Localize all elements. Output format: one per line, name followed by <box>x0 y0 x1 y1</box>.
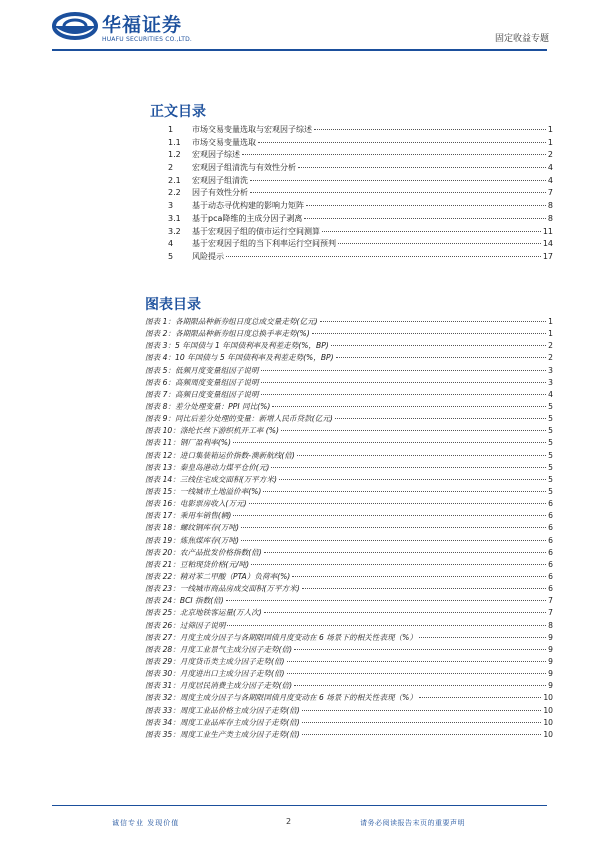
figure-entry[interactable] <box>145 377 553 389</box>
dot-leader <box>320 321 547 322</box>
figure-entry-title: 图表 22：精对苯二甲酸（PTA）负荷率(%) <box>145 571 291 581</box>
dot-leader <box>302 722 542 723</box>
figure-entry-title: 图表 21：豆粕现货价格(元/吨) <box>145 559 250 569</box>
figure-entry-page: 5 <box>548 414 553 424</box>
toc-entry[interactable] <box>150 226 553 239</box>
figure-entry[interactable] <box>145 401 553 413</box>
dot-leader <box>302 734 542 735</box>
figure-entry-page: 7 <box>548 596 553 606</box>
brand-name-english: HUAFU SECURITIES CO.,LTD. <box>102 36 193 43</box>
toc-entry[interactable] <box>150 175 553 188</box>
figure-entry[interactable] <box>145 729 553 741</box>
figure-entry-title: 图表 34：周度工业品库存主成分因子走势(倍) <box>145 717 300 727</box>
toc-entry-title: 基于动态寻优构建的影响力矩阵 <box>192 201 304 211</box>
dot-leader <box>292 576 546 577</box>
toc-entry-title: 基于pca降维的主成分因子剥离 <box>192 213 303 223</box>
toc-entry-title: 基于宏观因子组的债市运行空间测算 <box>192 226 320 236</box>
footer-slogan: 诚信专业 发现价值 <box>112 819 180 827</box>
toc-entry-page: 7 <box>547 188 553 198</box>
figure-entry-page: 8 <box>548 620 553 630</box>
figure-entry-title: 图表 5：低频月度变量组因子说明 <box>145 365 259 375</box>
figure-entry-page: 10 <box>543 693 553 703</box>
figure-entry-title: 图表 7：高频日度变量组因子说明 <box>145 389 259 399</box>
figure-entry-page: 6 <box>548 523 553 533</box>
figure-entry[interactable] <box>145 486 553 498</box>
dot-leader <box>226 256 541 257</box>
figure-entry[interactable] <box>145 425 553 437</box>
toc-heading: 正文目录 <box>150 104 206 120</box>
dot-leader <box>263 491 546 492</box>
toc-entry-number: 2 <box>168 163 174 173</box>
dot-leader <box>331 345 546 346</box>
figure-entry[interactable] <box>145 668 553 680</box>
figure-entry-page: 6 <box>548 571 553 581</box>
toc-entry[interactable] <box>150 162 553 175</box>
figure-list-heading: 图表目录 <box>145 297 201 313</box>
figure-entry[interactable] <box>145 389 553 401</box>
toc-entry[interactable] <box>150 137 553 150</box>
dot-leader <box>304 218 546 219</box>
page-header <box>0 0 595 52</box>
footer-disclaimer: 请务必阅读报告末页的重要声明 <box>360 819 465 827</box>
figure-entry-page: 6 <box>548 559 553 569</box>
figure-entry-title: 图表 12：进口集装箱运价指数-澳新航线(倍) <box>145 450 295 460</box>
figure-entry-page: 3 <box>548 365 553 375</box>
toc-entry-page: 4 <box>547 175 553 185</box>
toc-entry-number: 5 <box>168 251 174 261</box>
huafu-logo-icon <box>52 12 98 40</box>
toc-entry-page: 4 <box>547 163 553 173</box>
figure-entry-page: 1 <box>548 317 553 326</box>
toc-entry-title: 市场交易变量选取 <box>192 137 256 147</box>
dot-leader <box>302 710 542 711</box>
figure-entry-title: 图表 32：周度主成分因子与各期限国债月度变动在 6 场景下的相关性表现（%） <box>145 693 417 703</box>
figure-entry-title: 图表 16：电影票房收入(万元) <box>145 499 247 509</box>
figure-entry[interactable] <box>145 705 553 717</box>
toc-entry-number: 2.1 <box>168 175 181 185</box>
figure-entry[interactable] <box>145 413 553 425</box>
dot-leader <box>338 243 541 244</box>
figure-entry-title: 图表 19：炼焦煤库存(万吨) <box>145 535 239 545</box>
figure-entry-title: 图表 1：各期限品种新券组日度总成交量走势(亿元) <box>145 317 318 326</box>
figure-entry-title: 图表 14：三线住宅成交面积(万平方米) <box>145 474 277 484</box>
dot-leader <box>312 333 546 334</box>
figure-entry-title: 图表 9：同比后差分处理的变量：新增人民币贷款(亿元) <box>145 414 333 424</box>
figure-entry-title: 图表 31：月度居民消费主成分因子走势(倍) <box>145 681 293 691</box>
dot-leader <box>287 673 547 674</box>
figure-entry-title: 图表 3：5 年国债与 1 年国债利率及利差走势(%，BP) <box>145 341 329 351</box>
figure-entry-page: 5 <box>548 474 553 484</box>
figure-entry-title: 图表 13：秦皇岛港动力煤平仓价(元) <box>145 462 270 472</box>
figure-entry-page: 9 <box>548 632 553 642</box>
figure-entry-page: 5 <box>548 426 553 436</box>
figure-entry[interactable] <box>145 316 553 328</box>
figure-entry-title: 图表 17：乘用车销售(辆) <box>145 511 232 521</box>
toc-entry-title: 宏观因子组清洗 <box>192 175 248 185</box>
dot-leader <box>272 406 546 407</box>
dot-leader <box>226 600 546 601</box>
figure-entry-title: 图表 33：周度工业品价格主成分因子走势(倍) <box>145 705 300 715</box>
toc-entry[interactable] <box>150 187 553 200</box>
figure-entry-title: 图表 26：过筛因子说明 <box>145 620 226 630</box>
report-category: 固定收益专题 <box>494 34 549 44</box>
toc-entry-page: 1 <box>547 125 553 134</box>
dot-leader <box>298 167 546 168</box>
figure-entry-title: 图表 25：北京地铁客运量(万人次) <box>145 608 262 618</box>
figure-entry[interactable] <box>145 510 553 522</box>
figure-entry[interactable] <box>145 498 553 510</box>
figure-entry[interactable] <box>145 644 553 656</box>
figure-entry-title: 图表 29：月度货币类主成分因子走势(倍) <box>145 656 285 666</box>
figure-entry-title: 图表 28：月度工业景气主成分因子走势(倍) <box>145 644 293 654</box>
dot-leader <box>242 154 546 155</box>
dot-leader <box>227 625 546 626</box>
toc-entry-number: 2.2 <box>168 188 181 198</box>
figure-entry[interactable] <box>145 535 553 547</box>
figure-entry[interactable] <box>145 559 553 571</box>
figure-entry-page: 3 <box>548 377 553 387</box>
figure-entry-page: 9 <box>548 681 553 691</box>
toc-entry-page: 14 <box>542 239 553 249</box>
brand-name: 华福证券 <box>102 14 183 36</box>
footer-divider <box>52 805 547 806</box>
figure-entry-title: 图表 2：各期限品种新券组日度总换手率走势(%) <box>145 329 310 339</box>
toc-entry-page: 11 <box>542 226 553 236</box>
figure-entry-page: 6 <box>548 499 553 509</box>
toc-entry-page: 2 <box>547 150 553 160</box>
toc-entry-page: 8 <box>547 213 553 223</box>
figure-entry[interactable] <box>145 692 553 704</box>
dot-leader <box>241 527 546 528</box>
dot-leader <box>306 205 546 206</box>
figure-entry-title: 图表 30：月度进出口主成分因子走势(倍) <box>145 669 285 679</box>
toc-entry[interactable] <box>150 200 553 213</box>
figure-entry-title: 图表 35：周度工业生产类主成分因子走势(倍) <box>145 729 300 739</box>
toc-entry-title: 宏观因子组清洗与有效性分析 <box>192 163 296 173</box>
dot-leader <box>233 442 546 443</box>
figure-entry-page: 4 <box>548 389 553 399</box>
figure-entry-page: 7 <box>548 608 553 618</box>
figure-entry-page: 10 <box>543 729 553 739</box>
figure-entry[interactable] <box>145 607 553 619</box>
dot-leader <box>419 637 546 638</box>
table-of-contents <box>150 124 553 264</box>
toc-entry-number: 1 <box>168 125 174 134</box>
figure-entry-page: 5 <box>548 462 553 472</box>
page-number: 2 <box>286 817 292 826</box>
figure-entry-page: 5 <box>548 438 553 448</box>
figure-entry-page: 9 <box>548 644 553 654</box>
figure-entry[interactable] <box>145 462 553 474</box>
header-divider <box>52 49 547 51</box>
dot-leader <box>258 142 546 143</box>
toc-entry-title: 宏观因子综述 <box>192 150 240 160</box>
figure-entry-title: 图表 18：螺纹钢库存(万吨) <box>145 523 239 533</box>
toc-entry[interactable] <box>150 149 553 162</box>
toc-entry-number: 3.1 <box>168 213 181 223</box>
figure-entry[interactable] <box>145 717 553 729</box>
dot-leader <box>271 467 546 468</box>
figure-entry[interactable] <box>145 620 553 632</box>
toc-entry-number: 3.2 <box>168 226 181 236</box>
dot-leader <box>294 685 546 686</box>
dot-leader <box>261 394 547 395</box>
figure-entry-page: 10 <box>543 705 553 715</box>
toc-entry-number: 1.2 <box>168 150 181 160</box>
toc-entry[interactable] <box>150 124 553 137</box>
figure-entry-page: 6 <box>548 535 553 545</box>
toc-entry[interactable] <box>150 213 553 226</box>
toc-entry-number: 3 <box>168 201 174 211</box>
figure-entry-title: 图表 11：钢厂盈利率(%) <box>145 438 231 448</box>
figure-entry-title: 图表 20：农产品批发价格指数(倍) <box>145 547 262 557</box>
toc-entry-number: 1.1 <box>168 137 181 147</box>
dot-leader <box>250 180 546 181</box>
figure-entry-page: 1 <box>548 329 553 339</box>
figure-entry[interactable] <box>145 571 553 583</box>
figure-entry-page: 5 <box>548 486 553 496</box>
toc-entry-title: 市场交易变量选取与宏观因子综述 <box>192 125 312 134</box>
dot-leader <box>335 418 546 419</box>
toc-entry-number: 4 <box>168 239 174 249</box>
figure-entry-title: 图表 24：BCI 指数(倍) <box>145 596 224 606</box>
toc-entry[interactable] <box>150 238 553 251</box>
dot-leader <box>261 382 547 383</box>
dot-leader <box>233 515 546 516</box>
figure-entry-title: 图表 15：一线城市土地溢价率(%) <box>145 486 262 496</box>
figure-entry-title: 图表 10：涤纶长丝下游织机开工率 (%) <box>145 426 279 436</box>
dot-leader <box>261 370 547 371</box>
dot-leader <box>294 649 546 650</box>
figure-entry[interactable] <box>145 474 553 486</box>
toc-entry-page: 8 <box>547 201 553 211</box>
figure-entry[interactable] <box>145 632 553 644</box>
figure-entry-title: 图表 6：高频周度变量组因子说明 <box>145 377 259 387</box>
toc-entry-page: 17 <box>542 251 553 261</box>
figure-entry[interactable] <box>145 437 553 449</box>
figure-entry[interactable] <box>145 547 553 559</box>
figure-entry-page: 5 <box>548 450 553 460</box>
figure-entry-page: 2 <box>548 353 553 363</box>
figure-entry[interactable] <box>145 583 553 595</box>
figure-entry[interactable] <box>145 328 553 340</box>
figure-entry[interactable] <box>145 522 553 534</box>
figure-entry-page: 6 <box>548 547 553 557</box>
dot-leader <box>279 479 546 480</box>
figure-entry-title: 图表 23：一线城市商品房成交面积(万平方米) <box>145 584 300 594</box>
dot-leader <box>314 129 546 130</box>
figure-entry[interactable] <box>145 680 553 692</box>
figure-entry[interactable] <box>145 450 553 462</box>
toc-entry-title: 风险提示 <box>192 251 224 261</box>
dot-leader <box>241 540 546 541</box>
figure-entry-title: 图表 4：10 年国债与 5 年国债利率及利差走势(%，BP) <box>145 353 334 363</box>
toc-entry-title: 因子有效性分析 <box>192 188 248 198</box>
figure-entry-page: 9 <box>548 669 553 679</box>
figure-list <box>145 316 553 741</box>
figure-entry-page: 6 <box>548 584 553 594</box>
dot-leader <box>251 564 546 565</box>
dot-leader <box>264 612 546 613</box>
dot-leader <box>281 430 546 431</box>
dot-leader <box>297 455 546 456</box>
figure-entry-page: 2 <box>548 341 553 351</box>
toc-entry[interactable] <box>150 251 553 264</box>
dot-leader <box>322 231 541 232</box>
figure-entry[interactable] <box>145 340 553 352</box>
dot-leader <box>249 503 547 504</box>
figure-entry-page: 6 <box>548 511 553 521</box>
figure-entry[interactable] <box>145 352 553 364</box>
figure-entry[interactable] <box>145 365 553 377</box>
figure-entry-page: 5 <box>548 401 553 411</box>
figure-entry[interactable] <box>145 595 553 607</box>
dot-leader <box>302 588 546 589</box>
dot-leader <box>419 697 541 698</box>
dot-leader <box>264 552 546 553</box>
dot-leader <box>250 192 546 193</box>
dot-leader <box>287 661 547 662</box>
toc-entry-page: 1 <box>547 137 553 147</box>
figure-entry-title: 图表 27：月度主成分因子与各期限国债月度变动在 6 场景下的相关性表现（%） <box>145 632 417 642</box>
toc-entry-title: 基于宏观因子组的当下利率运行空间预判 <box>192 239 336 249</box>
dot-leader <box>336 357 547 358</box>
figure-entry[interactable] <box>145 656 553 668</box>
figure-entry-page: 9 <box>548 656 553 666</box>
figure-entry-title: 图表 8：差分处理变量：PPI 同比(%) <box>145 401 271 411</box>
figure-entry-page: 10 <box>543 717 553 727</box>
